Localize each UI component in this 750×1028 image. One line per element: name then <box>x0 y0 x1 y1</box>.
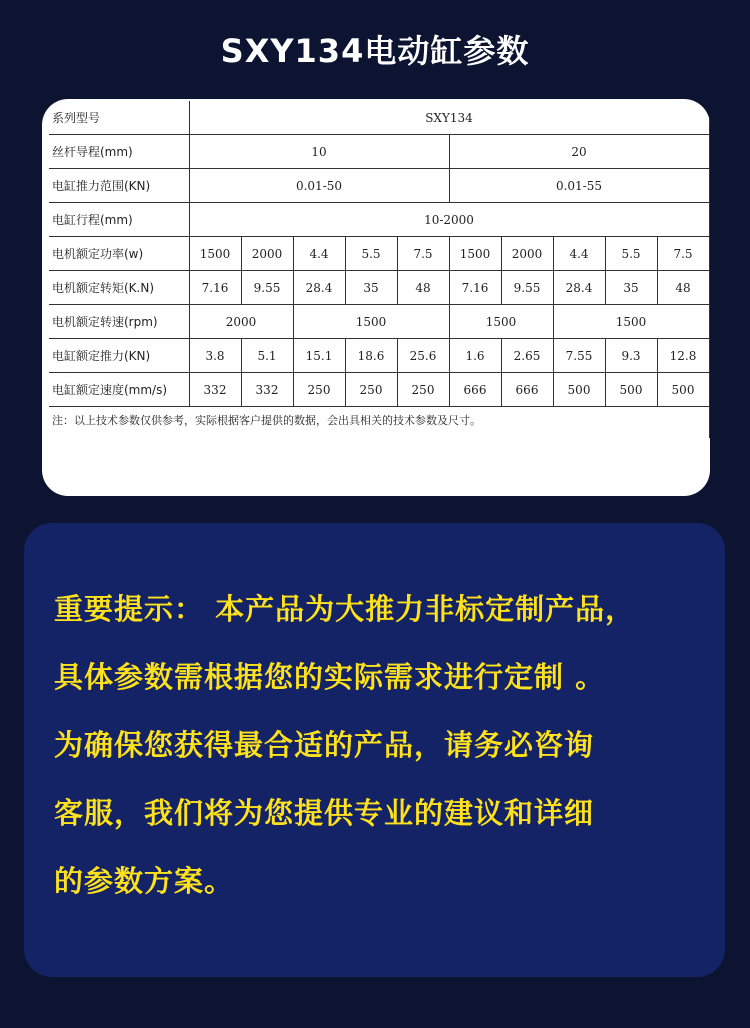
table-cell: 48 <box>397 271 449 305</box>
row-label-model: 系列型号 <box>49 101 189 135</box>
table-cell: 4.4 <box>293 237 345 271</box>
table-cell: 500 <box>657 373 709 407</box>
row-power <box>49 237 709 271</box>
table-cell: 500 <box>605 373 657 407</box>
row-speed <box>49 305 709 339</box>
table-cell: 10-2000 <box>189 203 709 237</box>
table-cell: 9.3 <box>605 339 657 373</box>
table-cell: 5.1 <box>241 339 293 373</box>
table-cell: 4.4 <box>553 237 605 271</box>
spec-table <box>49 101 710 438</box>
notice-line: 具体参数需根据您的实际需求进行定制 。 <box>54 660 606 694</box>
table-cell: 15.1 <box>293 339 345 373</box>
row-label-speed: 电机额定转速(rpm) <box>49 305 189 339</box>
table-cell: 250 <box>397 373 449 407</box>
table-cell: 1500 <box>293 305 449 339</box>
table-cell: 0.01-50 <box>189 169 449 203</box>
table-cell: 250 <box>293 373 345 407</box>
table-cell: 1500 <box>449 305 553 339</box>
row-label-stroke: 电缸行程(mm) <box>49 203 189 237</box>
table-cell: 28.4 <box>293 271 345 305</box>
table-cell: 7.5 <box>657 237 709 271</box>
row-rated-speed <box>49 373 709 407</box>
table-cell: 500 <box>553 373 605 407</box>
table-cell: 9.55 <box>241 271 293 305</box>
table-cell: 1500 <box>553 305 709 339</box>
row-label-rated-speed: 电缸额定速度(mm/s) <box>49 373 189 407</box>
table-cell: 5.5 <box>605 237 657 271</box>
table-cell: 1500 <box>449 237 501 271</box>
table-cell: 3.8 <box>189 339 241 373</box>
cell-model-value: SXY134 <box>189 101 709 135</box>
table-cell: 2000 <box>501 237 553 271</box>
table-cell: 12.8 <box>657 339 709 373</box>
table-cell: 332 <box>189 373 241 407</box>
table-cell: 25.6 <box>397 339 449 373</box>
notice-line: 重要提示： 本产品为大推力非标定制产品， <box>54 592 636 626</box>
table-cell: 35 <box>345 271 397 305</box>
table-cell: 666 <box>501 373 553 407</box>
row-label-power: 电机额定功率(w) <box>49 237 189 271</box>
table-cell: 18.6 <box>345 339 397 373</box>
table-cell: 1500 <box>189 237 241 271</box>
spec-table-card <box>42 99 710 496</box>
row-label-lead: 丝杆导程(mm) <box>49 135 189 169</box>
row-stroke <box>49 203 709 237</box>
table-cell: 7.16 <box>189 271 241 305</box>
row-thrust-range <box>49 169 709 203</box>
row-rated-thrust <box>49 339 709 373</box>
table-cell: 9.55 <box>501 271 553 305</box>
notice-text <box>54 575 724 915</box>
row-label-thrust-range: 电缸推力范围(KN) <box>49 169 189 203</box>
table-cell: 250 <box>345 373 397 407</box>
table-cell: 2000 <box>189 305 293 339</box>
table-cell: 7.5 <box>397 237 449 271</box>
table-cell: 7.16 <box>449 271 501 305</box>
table-cell: 1.6 <box>449 339 501 373</box>
notice-card <box>24 523 725 977</box>
row-torque <box>49 271 709 305</box>
table-cell: 0.01-55 <box>449 169 709 203</box>
notice-line: 为确保您获得最合适的产品，请务必咨询 <box>54 728 595 762</box>
row-label-torque: 电机额定转矩(K.N) <box>49 271 189 305</box>
table-cell: 10 <box>189 135 449 169</box>
table-cell: 5.5 <box>345 237 397 271</box>
table-note: 注：以上技术参数仅供参考，实际根据客户提供的数据，会出具相关的技术参数及尺寸。 <box>49 407 709 439</box>
row-model <box>49 101 709 135</box>
table-cell: 35 <box>605 271 657 305</box>
table-cell: 7.55 <box>553 339 605 373</box>
table-cell: 28.4 <box>553 271 605 305</box>
table-cell: 666 <box>449 373 501 407</box>
row-lead <box>49 135 709 169</box>
notice-line: 的参数方案。 <box>54 864 235 898</box>
row-note <box>49 407 709 439</box>
table-cell: 332 <box>241 373 293 407</box>
table-cell: 48 <box>657 271 709 305</box>
table-cell: 2.65 <box>501 339 553 373</box>
page-title: SXY134电动缸参数 <box>220 32 530 70</box>
row-label-rated-thrust: 电缸额定推力(KN) <box>49 339 189 373</box>
notice-line: 客服，我们将为您提供专业的建议和详细 <box>54 796 595 830</box>
table-cell: 20 <box>449 135 709 169</box>
table-cell: 2000 <box>241 237 293 271</box>
